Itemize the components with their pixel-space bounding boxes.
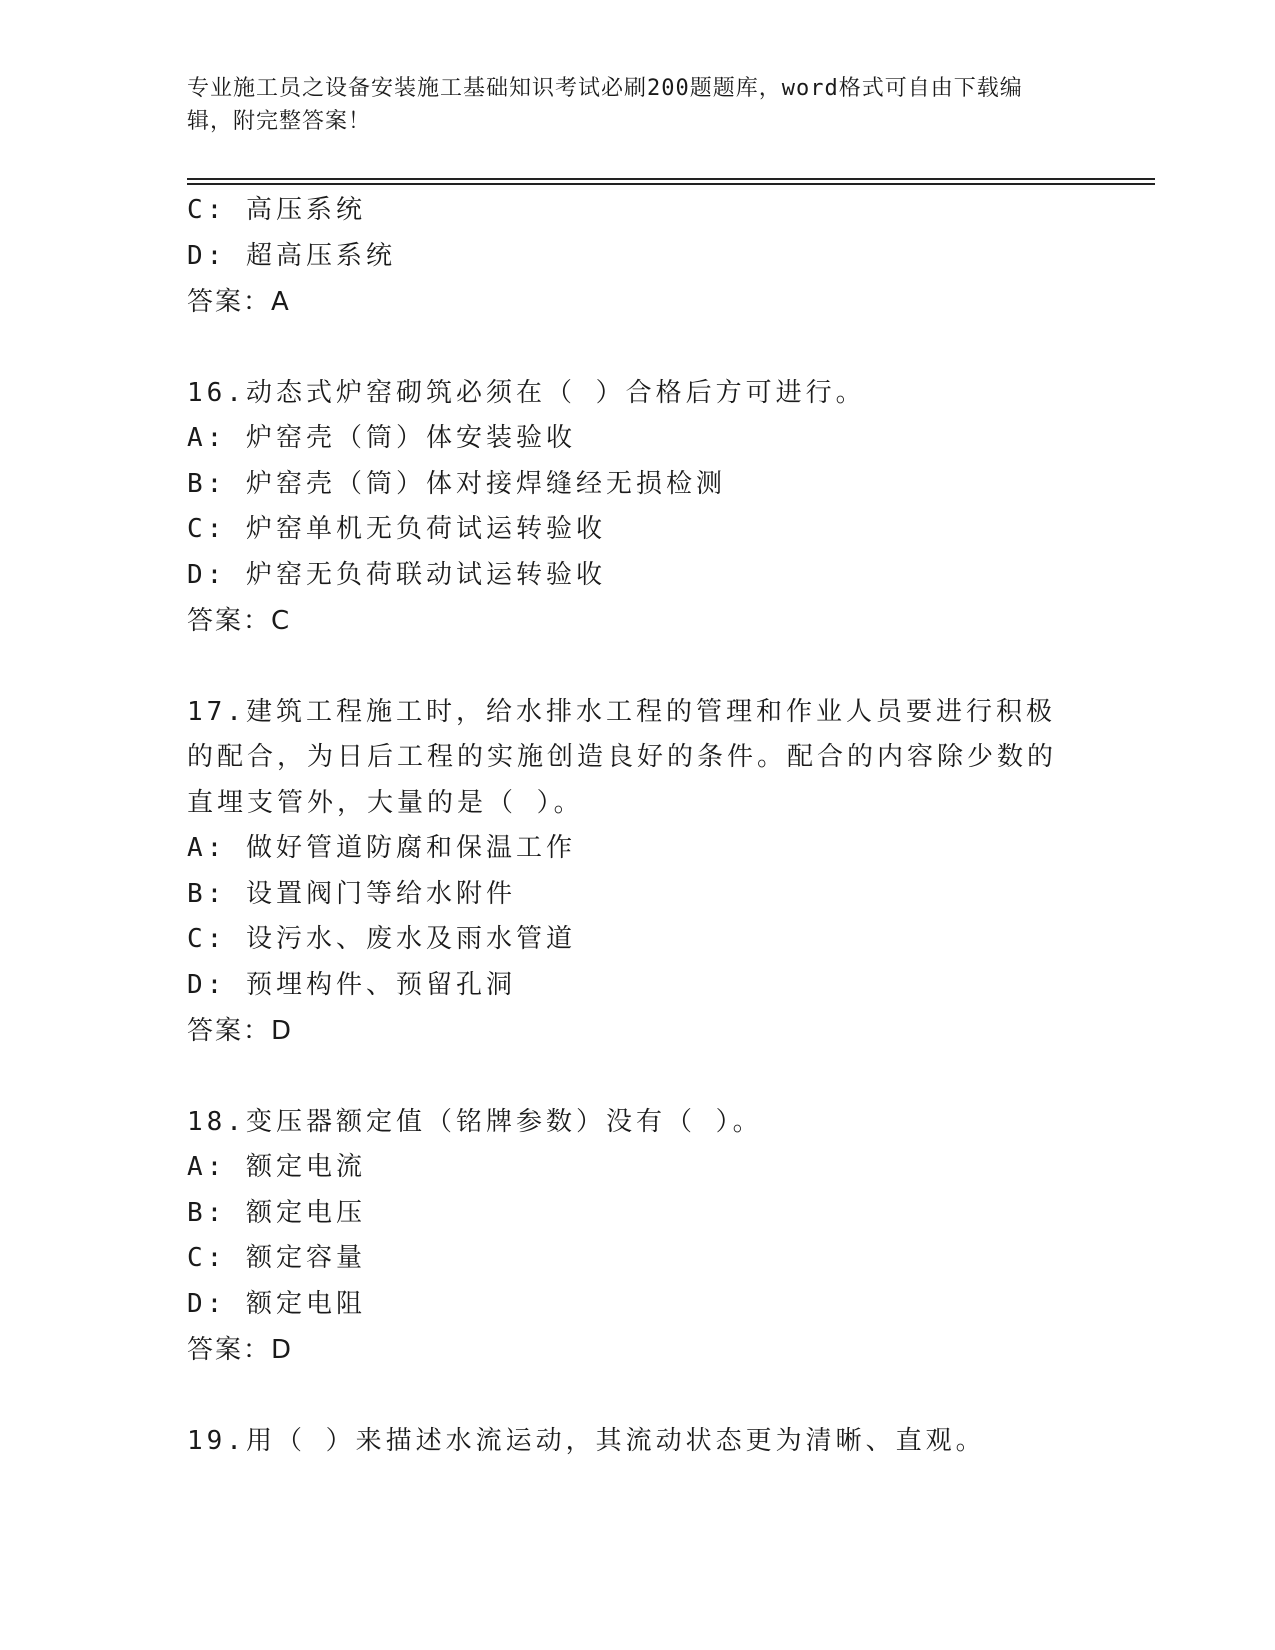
question-partial (187, 188, 1087, 325)
option-d: D: 炉窑无负荷联动试运转验收 (187, 559, 606, 590)
document-header: 专业施工员之设备安装施工基础知识考试必刷200题题库，word格式可自由下载编辑，附完整答案！ (187, 76, 1023, 134)
question-text: 18.变压器额定值（铭牌参数）没有（ ）。 (187, 1106, 763, 1137)
option-c: C: 设污水、废水及雨水管道 (187, 924, 576, 954)
option-a: A: 炉窑壳（筒）体安装验收 (187, 423, 576, 453)
question-text: 16.动态式炉窑砌筑必须在（ ）合格后方可进行。 (187, 377, 866, 408)
question-16 (187, 371, 1087, 645)
option-c: C: 额定容量 (187, 1243, 366, 1273)
answer-line: 答案：C (187, 606, 292, 636)
question-18 (187, 1100, 1087, 1374)
answer-line: 答案：D (187, 1016, 294, 1046)
option-b: B: 炉窑壳（筒）体对接焊缝经无损检测 (187, 468, 726, 499)
answer-line: 答案：D (187, 1335, 294, 1365)
answer-line: 答案：A (187, 287, 291, 317)
option-b: B: 额定电压 (187, 1197, 366, 1228)
header-rule-top (187, 178, 1155, 180)
header-rule-bottom (187, 183, 1155, 185)
question-17 (187, 690, 1087, 1055)
option-b: B: 设置阀门等给水附件 (187, 878, 516, 909)
option-d: D: 超高压系统 (187, 240, 396, 271)
option-c: C: 炉窑单机无负荷试运转验收 (187, 514, 606, 544)
option-d: D: 额定电阻 (187, 1288, 366, 1319)
question-19 (187, 1419, 1087, 1465)
option-a: A: 额定电流 (187, 1152, 366, 1182)
question-list (187, 188, 1087, 1464)
option-d: D: 预埋构件、预留孔洞 (187, 969, 516, 1000)
question-text: 19.用（ ）来描述水流运动，其流动状态更为清晰、直观。 (187, 1425, 986, 1456)
question-text: 17.建筑工程施工时，给水排水工程的管理和作业人员要进行积极的配合，为日后工程的实施创造良好的条件。配合的内容除少数的直埋支管外，大量的是（ ）。 (187, 696, 1058, 818)
option-c: C: 高压系统 (187, 195, 366, 225)
option-a: A: 做好管道防腐和保温工作 (187, 833, 576, 863)
